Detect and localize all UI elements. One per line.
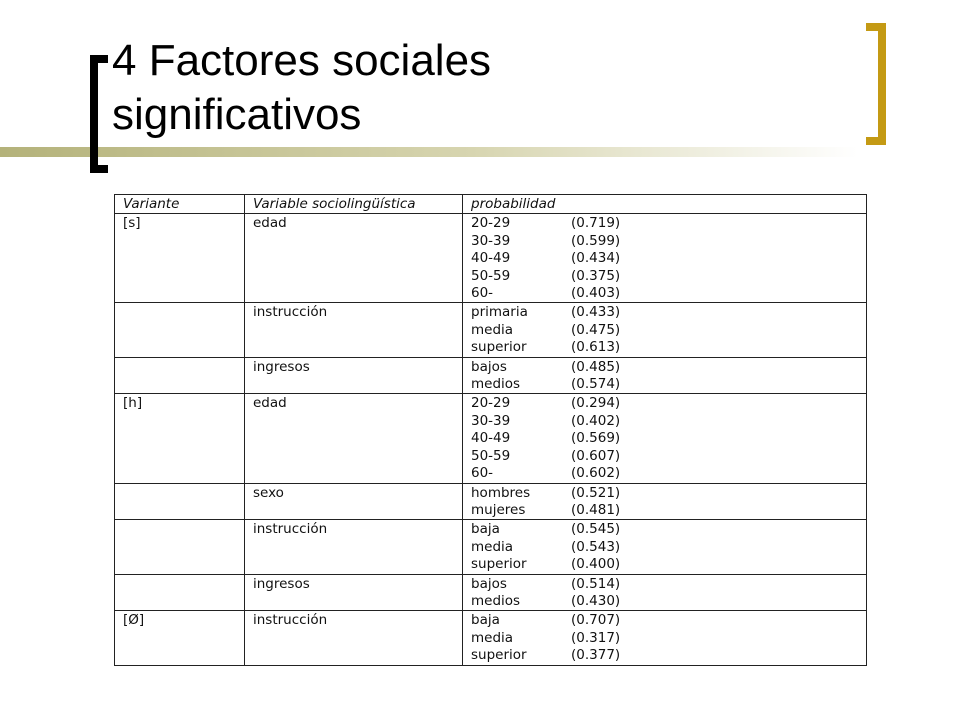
slide-title-line-1: 4 Factores sociales	[112, 36, 492, 85]
table-body	[115, 195, 867, 666]
probability-entry	[471, 215, 671, 232]
probability-value: (0.569)	[571, 430, 621, 447]
probability-value: (0.402)	[571, 412, 621, 429]
probability-entry	[471, 502, 671, 519]
cell-variante	[115, 574, 245, 611]
header-variable: Variable sociolingüística	[245, 195, 463, 214]
probability-entry	[471, 485, 671, 502]
table-row	[115, 520, 867, 574]
probability-category: 60-	[471, 285, 494, 302]
cell-probabilidad	[463, 611, 867, 665]
table-row	[115, 483, 867, 520]
probability-value: (0.475)	[571, 321, 621, 338]
probability-category: superior	[471, 647, 527, 664]
probability-entry	[471, 576, 671, 593]
cell-probabilidad	[463, 357, 867, 394]
cell-variable: edad	[245, 394, 463, 483]
probability-category: 40-49	[471, 430, 511, 447]
cell-variable: edad	[245, 214, 463, 303]
probability-entry	[471, 593, 671, 610]
probability-value: (0.317)	[571, 629, 621, 646]
probability-entry	[471, 430, 671, 447]
probability-category: primaria	[471, 304, 528, 321]
cell-variante: [Ø]	[115, 611, 245, 665]
cell-probabilidad	[463, 214, 867, 303]
probability-value: (0.375)	[571, 267, 621, 284]
right-bracket-decoration	[866, 23, 886, 145]
probability-value: (0.574)	[571, 376, 621, 393]
probability-value: (0.545)	[571, 521, 621, 538]
probability-entry	[471, 359, 671, 376]
probability-value: (0.599)	[571, 232, 621, 249]
probability-category: superior	[471, 339, 527, 356]
header-probabilidad: probabilidad	[463, 195, 867, 214]
probability-category: medios	[471, 376, 521, 393]
probability-entry	[471, 322, 671, 339]
probability-value: (0.434)	[571, 250, 621, 267]
table-image	[114, 194, 867, 666]
probability-value: (0.294)	[571, 395, 621, 412]
slide-title	[112, 34, 812, 142]
table-header-row	[115, 195, 867, 214]
left-bracket-decoration	[90, 55, 108, 173]
probability-category: media	[471, 538, 514, 555]
probability-value: (0.403)	[571, 285, 621, 302]
probability-category: 30-39	[471, 232, 511, 249]
probability-category: baja	[471, 521, 500, 538]
cell-probabilidad	[463, 483, 867, 520]
cell-variable: ingresos	[245, 357, 463, 394]
table-row	[115, 611, 867, 665]
probability-category: media	[471, 321, 514, 338]
probability-entry	[471, 376, 671, 393]
cell-variable: instrucción	[245, 303, 463, 357]
probability-entry	[471, 556, 671, 573]
probability-entry	[471, 539, 671, 556]
cell-variante	[115, 303, 245, 357]
probability-category: baja	[471, 612, 500, 629]
probability-value: (0.377)	[571, 647, 621, 664]
header-variante: Variante	[115, 195, 245, 214]
cell-variante	[115, 483, 245, 520]
cell-variable: instrucción	[245, 520, 463, 574]
probability-value: (0.514)	[571, 575, 621, 592]
probability-entry	[471, 268, 671, 285]
table-row	[115, 303, 867, 357]
table-row	[115, 214, 867, 303]
probability-entry	[471, 339, 671, 356]
cell-probabilidad	[463, 574, 867, 611]
probability-entry	[471, 233, 671, 250]
probability-value: (0.719)	[571, 215, 621, 232]
probability-category: 50-59	[471, 447, 511, 464]
probability-entry	[471, 304, 671, 321]
probability-category: 40-49	[471, 250, 511, 267]
cell-variante: [s]	[115, 214, 245, 303]
probability-category: 50-59	[471, 267, 511, 284]
probability-value: (0.602)	[571, 465, 621, 482]
table-row	[115, 574, 867, 611]
probability-category: hombres	[471, 484, 531, 501]
cell-variante: [h]	[115, 394, 245, 483]
probability-category: 30-39	[471, 412, 511, 429]
cell-variante	[115, 520, 245, 574]
probability-entry	[471, 448, 671, 465]
probability-entry	[471, 395, 671, 412]
cell-probabilidad	[463, 520, 867, 574]
probability-value: (0.543)	[571, 538, 621, 555]
probability-value: (0.481)	[571, 501, 621, 518]
probability-entry	[471, 413, 671, 430]
probability-value: (0.433)	[571, 304, 621, 321]
probability-category: mujeres	[471, 501, 526, 518]
probability-category: 20-29	[471, 215, 511, 232]
probability-entry	[471, 612, 671, 629]
probability-value: (0.485)	[571, 358, 621, 375]
probability-category: medios	[471, 592, 521, 609]
probability-entry	[471, 647, 671, 664]
cell-probabilidad	[463, 303, 867, 357]
probability-entry	[471, 465, 671, 482]
probability-value: (0.707)	[571, 612, 621, 629]
probability-value: (0.613)	[571, 339, 621, 356]
cell-variable: instrucción	[245, 611, 463, 665]
probability-entry	[471, 250, 671, 267]
probability-category: bajos	[471, 575, 507, 592]
table-row	[115, 394, 867, 483]
cell-variante	[115, 357, 245, 394]
probability-entry	[471, 630, 671, 647]
probability-entry	[471, 521, 671, 538]
table-row	[115, 357, 867, 394]
probability-table	[114, 194, 867, 666]
probability-category: 20-29	[471, 395, 511, 412]
probability-category: 60-	[471, 465, 494, 482]
cell-variable: sexo	[245, 483, 463, 520]
probability-value: (0.430)	[571, 592, 621, 609]
cell-variable: ingresos	[245, 574, 463, 611]
probability-value: (0.607)	[571, 447, 621, 464]
probability-value: (0.400)	[571, 556, 621, 573]
cell-probabilidad	[463, 394, 867, 483]
probability-category: bajos	[471, 358, 507, 375]
probability-category: superior	[471, 556, 527, 573]
slide-title-line-2: significativos	[112, 90, 362, 139]
probability-value: (0.521)	[571, 484, 621, 501]
probability-entry	[471, 285, 671, 302]
title-accent-bar	[0, 147, 858, 157]
probability-category: media	[471, 629, 514, 646]
